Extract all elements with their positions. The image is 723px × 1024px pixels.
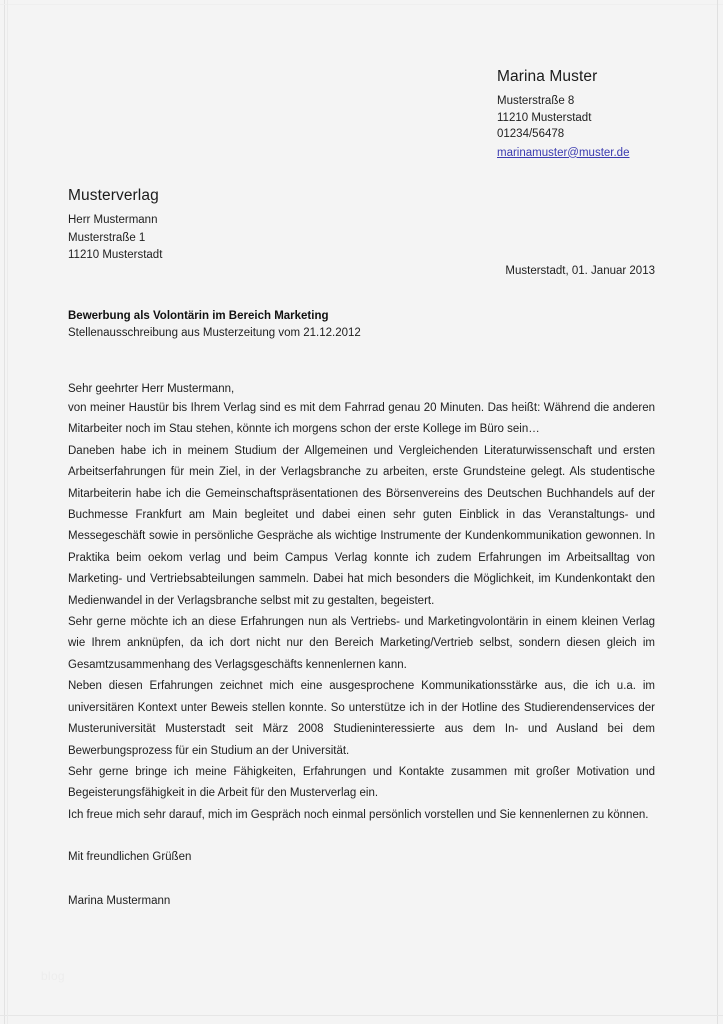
sender-phone: 01234/56478 <box>497 128 565 140</box>
salutation: Sehr geehrter Herr Mustermann, <box>68 383 235 395</box>
letter-body <box>68 308 655 912</box>
recipient-address-block <box>68 187 368 265</box>
sender-name: Marina Muster <box>497 68 598 85</box>
signature-name: Marina Mustermann <box>68 894 171 907</box>
letter-paragraph: Daneben habe ich in meinem Studium der Allgemeinen und Vergleichenden Literaturwissenschaft und ersten Arbeitserfahrungen für mein Ziel, in der Verlagsbranche zu arbeiten, erste Grundsteine gelegt. Als studentische Mitarbeiterin habe ich die Gemeinschaftspräsentationen des Börsenvereins des Deutschen Buchhandels auf der Buchmesse Frankfurt am Main begleitet und dabei einen sehr guten Einblick in das Veranstaltungs- und Messegeschäft sowie in persönliche Gespräche als wichtige Instrumente der Kundenkommunikation gewonnen. In Praktika beim oekom verlag und beim Campus Verlag konnte ich zudem Erfahrungen im Arbeitsalltag von Marketing- und Vertriebsabteilungen sammeln. Dabei hat mich besonders die Möglichkeit, im Kundenkontakt den Medienwandel in der Verlagsbranche selbst mit zu gestalten, begeistert. <box>68 444 655 607</box>
letter-paragraph: Neben diesen Erfahrungen zeichnet mich eine ausgesprochene Kommunikationsstärke aus, die ich u.a. im universitären Kontext unter Beweis stellen konnte. So unterstütze ich in der Hotline des Studierendenservices der Musteruniversität Musterstadt seit März 2008 Studieninteressierte aus dem In- und Ausland bei dem Bewerbungsprozess für ein Studium an der Universität. <box>68 680 655 757</box>
date-line: Musterstadt, 01. Januar 2013 <box>505 265 655 277</box>
letter-paragraph: Ich freue mich sehr darauf, mich im Gespräch noch einmal persönlich vorstellen und Sie kennenlernen zu können. <box>68 808 649 821</box>
letter-paragraph: Sehr gerne bringe ich meine Fähigkeiten, Erfahrungen und Kontakte zusammen mit großer Motivation und Begeisterungsfähigkeit in die Arbeit für den Musterverlag ein. <box>68 765 655 800</box>
recipient-street: Musterstraße 1 <box>68 231 146 244</box>
sender-address-block <box>497 68 707 161</box>
sender-city: 11210 Musterstadt <box>497 111 592 124</box>
recipient-contact: Herr Mustermann <box>68 214 158 226</box>
subject-title: Bewerbung als Volontärin im Bereich Marketing <box>68 310 329 322</box>
subject-reference: Stellenausschreibung aus Musterzeitung vom 21.12.2012 <box>68 327 361 339</box>
recipient-company: Musterverlag <box>68 187 159 204</box>
recipient-city: 11210 Musterstadt <box>68 249 163 261</box>
sender-street: Musterstraße 8 <box>497 95 575 107</box>
watermark-text: blog <box>41 969 65 983</box>
letter-paragraph: von meiner Haustür bis Ihrem Verlag sind es mit dem Fahrrad genau 20 Minuten. Das heißt: Während die anderen Mitarbeiter noch im Stau stehen, könnte ich morgens schon der erste Kollege im Büro sein… <box>68 402 655 436</box>
sender-email-link[interactable]: marinamuster@muster.de <box>497 146 630 159</box>
letter-paragraph: Sehr gerne möchte ich an diese Erfahrungen nun als Vertriebs- und Marketingvolontärin in einem kleinen Verlag wie Ihrem anknüpfen, da ich dort nicht nur den Bereich Marketing/Vertrieb selbst, sondern diesen gleich im Gesamtzusammenhang des Verlagsgeschäfts kennenlernen kann. <box>68 616 655 671</box>
closing-phrase: Mit freundlichen Grüßen <box>68 851 192 864</box>
